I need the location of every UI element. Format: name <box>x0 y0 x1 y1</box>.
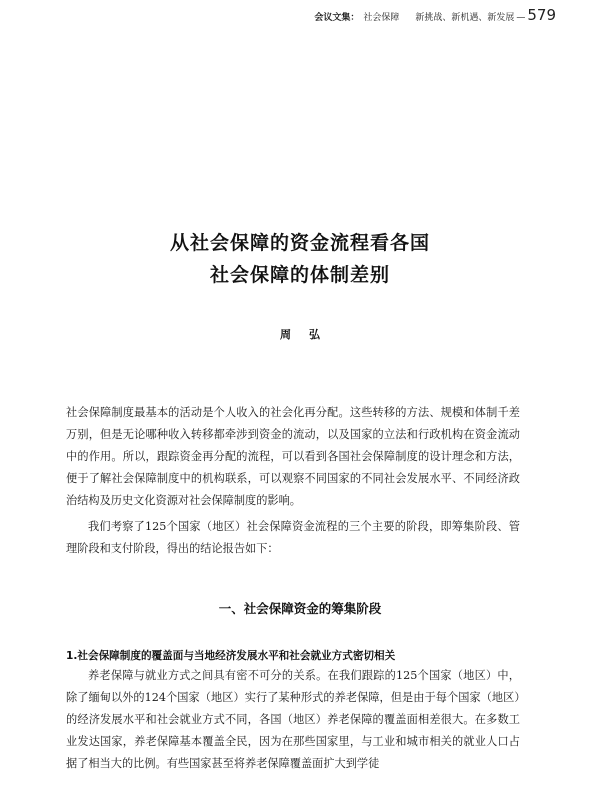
article-title <box>0 227 600 291</box>
section-heading: 一、社会保障资金的筹集阶段 <box>218 601 382 616</box>
header-topic: 新挑战、新机遇、新发展 <box>415 13 515 23</box>
paragraph-body: 养老保障与就业方式之间具有密不可分的关系。在我们跟踪的125个国家（地区）中，除了缅甸以外的124个国家（地区）实行了某种形式的养老保障，但是由于每个国家（地区）的经济发展水平和社会就业方式不同，各国（地区）养老保障的覆盖面相差很大。在多数工业发达国家，养老保障基本覆盖全民，因为在那些国家里，与工业和城市相关的就业人口占据了相当大的比例。有些国家甚至将养老保障覆盖面扩大到学徒 <box>66 669 520 770</box>
header-series: 会议文集： <box>314 13 360 23</box>
header-dash: — <box>516 13 526 23</box>
title-line-2: 社会保障的体制差别 <box>209 264 390 286</box>
author-name: 周弘 <box>280 328 338 341</box>
title-line-1: 从社会保障的资金流程看各国 <box>169 232 430 254</box>
paragraph-intro: 社会保障制度最基本的活动是个人收入的社会化再分配。这些转移的方法、规模和体制千差万别，但是无论哪种收入转移都牵涉到资金的流动，以及国家的立法和行政机构在资金流动中的作用。所以，跟踪资金再分配的流程，可以看到各国社会保障制度的设计理念和方法，便于了解社会保障制度中的机构联系，可以观察不同国家的不同社会发展水平、不同经济政治结构及历史文化资源对社会保障制度的影响。 <box>66 406 520 507</box>
header-section: 社会保障 <box>363 13 400 23</box>
running-header <box>250 6 556 24</box>
subsection-heading: 1.社会保障制度的覆盖面与当地经济发展水平和社会就业方式密切相关 <box>66 650 396 662</box>
paragraph-method: 我们考察了125个国家（地区）社会保障资金流程的三个主要的阶段，即筹集阶段、管理阶段和支付阶段，得出的结论报告如下： <box>66 520 520 555</box>
page-number: 579 <box>527 6 556 24</box>
